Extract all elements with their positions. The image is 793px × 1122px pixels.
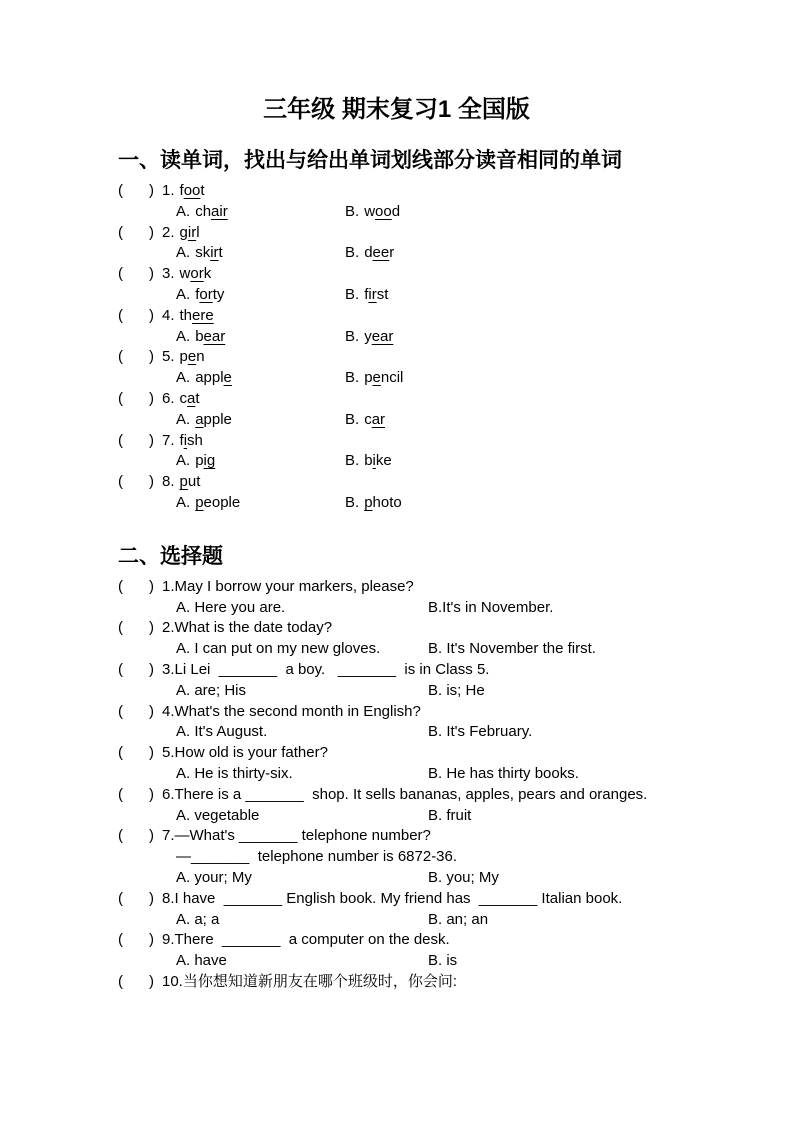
s1-question [118, 264, 757, 306]
option-b [345, 410, 385, 431]
question-number: 7. [162, 827, 175, 845]
word-post: hoto [372, 493, 402, 511]
option-b [345, 451, 392, 472]
question-line [118, 785, 757, 806]
option-a [176, 410, 345, 431]
option-a-word [195, 452, 215, 469]
question-text: Li Lei _______ a boy. _______ is in Class 5. [174, 660, 490, 678]
word-pre: w [179, 265, 191, 283]
word-post: st [376, 285, 389, 303]
word-underlined-part: e [372, 369, 381, 387]
question-number: 2. [162, 619, 175, 637]
paren-close: ) [149, 931, 154, 949]
stem-word [180, 348, 205, 365]
paren-close: ) [149, 972, 154, 990]
option-b-label: B. [345, 244, 360, 262]
question-number: 10. [162, 972, 183, 990]
question-line [118, 743, 757, 764]
paren-open: ( [118, 889, 123, 907]
option-b-label: B. [345, 327, 360, 345]
paren-open: ( [118, 972, 123, 990]
answer-parens [118, 931, 154, 948]
option-b [345, 493, 402, 514]
paren-open: ( [118, 306, 123, 324]
option-a-word [195, 328, 225, 345]
option-b-label: B. [345, 285, 360, 303]
option-a: A. have [176, 952, 227, 970]
option-b [345, 368, 403, 389]
paren-open: ( [118, 702, 123, 720]
options-line [118, 410, 757, 431]
option-a [176, 202, 345, 223]
option-b: B. is; He [428, 681, 485, 699]
options-line [118, 285, 757, 306]
option-b: B. an; an [428, 910, 489, 928]
paren-close: ) [149, 265, 154, 283]
question-text: May I borrow your markers, please? [174, 577, 414, 595]
question-number: 2. [162, 223, 175, 241]
option-a-label: A. [176, 244, 191, 262]
paren-close: ) [149, 306, 154, 324]
paren-close: ) [149, 702, 154, 720]
option-a-word [195, 369, 232, 386]
option-b-word [364, 286, 388, 303]
option-a-word [195, 411, 232, 428]
paren-open: ( [118, 348, 123, 366]
word-pre: p [195, 452, 204, 470]
answer-parens [118, 307, 154, 324]
options-line [118, 493, 757, 514]
options-line [118, 951, 757, 972]
paren-open: ( [118, 744, 123, 762]
option-a-label: A. [176, 369, 191, 387]
word-underlined-part: ear [203, 327, 226, 345]
answer-parens [118, 744, 154, 761]
option-a: A. are; His [176, 681, 247, 699]
section1-question-list [118, 181, 757, 514]
word-post: d [391, 202, 401, 220]
word-post: k [203, 265, 212, 283]
option-a-word [195, 286, 224, 303]
s1-question [118, 347, 757, 389]
s1-question [118, 389, 757, 431]
paren-close: ) [149, 473, 154, 491]
word-post: n [196, 348, 205, 366]
question-number: 8. [162, 473, 175, 491]
word-post: eople [203, 493, 241, 511]
question-line [118, 472, 757, 493]
option-b-word [364, 244, 394, 261]
paren-close: ) [149, 660, 154, 678]
options-line [118, 806, 757, 827]
question-line [118, 826, 757, 847]
paren-close: ) [149, 744, 154, 762]
option-a-label: A. [176, 327, 191, 345]
word-post: t [218, 244, 223, 262]
question-line [118, 577, 757, 598]
answer-parens [118, 578, 154, 595]
question-text: How old is your father? [174, 744, 328, 762]
word-underlined-part: p [195, 493, 204, 511]
word-underlined-part: ig [203, 452, 216, 470]
answer-parens [118, 348, 154, 365]
question-line [118, 431, 757, 452]
s2-question [118, 930, 757, 972]
paren-close: ) [149, 389, 154, 407]
word-pre: d [364, 244, 373, 262]
paren-close: ) [149, 348, 154, 366]
paren-open: ( [118, 223, 123, 241]
options-line [118, 202, 757, 223]
option-a: A. It's August. [176, 723, 268, 741]
paren-open: ( [118, 660, 123, 678]
option-a-label: A. [176, 410, 191, 428]
stem-word [180, 224, 200, 241]
paren-close: ) [149, 182, 154, 199]
word-post: ty [212, 285, 225, 303]
s2-question [118, 577, 757, 619]
word-pre: b [364, 452, 373, 470]
word-pre: f [364, 285, 369, 303]
page-title: 三年级 期末复习1 全国版 [263, 96, 530, 123]
answer-parens [118, 432, 154, 449]
stem-word [180, 390, 200, 407]
option-b-word [364, 369, 403, 386]
question-number: 4. [162, 306, 175, 324]
section1-heading: 一、读单词，找出与给出单词划线部分读音相同的单词 [118, 149, 622, 172]
option-b [345, 243, 394, 264]
word-post: l [196, 223, 200, 241]
s1-question [118, 431, 757, 473]
word-pre: f [179, 182, 184, 199]
paren-open: ( [118, 265, 123, 283]
word-pre: sk [195, 244, 211, 262]
word-pre: w [364, 202, 376, 220]
answer-parens [118, 890, 154, 907]
answer-parens [118, 224, 154, 241]
option-b-word [364, 411, 385, 428]
paren-close: ) [149, 619, 154, 637]
s2-question [118, 785, 757, 827]
question-line [118, 930, 757, 951]
paren-close: ) [149, 577, 154, 595]
s1-question [118, 306, 757, 348]
option-b-word [364, 328, 393, 345]
question-number: 7. [162, 431, 175, 449]
s1-question [118, 472, 757, 514]
word-underlined-part: ir [368, 285, 377, 303]
question-number: 1. [162, 182, 175, 199]
paren-open: ( [118, 577, 123, 595]
option-a-label: A. [176, 493, 191, 511]
question-text-line2 [118, 847, 757, 868]
option-a [176, 493, 345, 514]
option-a-word [195, 494, 240, 511]
paren-close: ) [149, 223, 154, 241]
options-line [118, 910, 757, 931]
word-underlined-part: i [372, 452, 376, 470]
option-a-label: A. [176, 452, 191, 470]
question-number: 6. [162, 389, 175, 407]
s2-question [118, 660, 757, 702]
option-b: B. is [428, 952, 458, 970]
question-text: What is the date today? [174, 619, 333, 637]
word-underlined-part: ere [192, 306, 214, 324]
option-a-word [195, 203, 228, 220]
question-line [118, 389, 757, 410]
question-text2: —_______ telephone number is 6872-36. [176, 848, 458, 866]
options-line [118, 764, 757, 785]
word-underlined-part: ir [210, 244, 219, 262]
answer-parens [118, 703, 154, 720]
word-pre: f [179, 431, 184, 449]
word-underlined-part: ir [187, 223, 197, 241]
option-b: B. you; My [428, 868, 499, 886]
paren-open: ( [118, 931, 123, 949]
answer-parens [118, 390, 154, 407]
question-text: —What's _______ telephone number? [174, 827, 431, 845]
option-a: A. I can put on my new gloves. [176, 640, 381, 658]
answer-parens [118, 619, 154, 636]
question-number: 1. [162, 577, 175, 595]
question-number: 5. [162, 348, 175, 366]
word-underlined-part: or [199, 285, 213, 303]
question-text: There _______ a computer on the desk. [174, 931, 450, 949]
section2-question-list [118, 577, 757, 993]
word-pre: y [364, 327, 372, 345]
word-pre: g [179, 223, 188, 241]
word-pre: appl [195, 369, 224, 387]
word-post: sh [187, 431, 203, 449]
question-line [118, 702, 757, 723]
options-line [118, 598, 757, 619]
s1-question [118, 181, 757, 223]
option-b [345, 285, 388, 306]
option-a [176, 451, 345, 472]
option-b-word [364, 494, 402, 511]
word-underlined-part: p [179, 473, 188, 491]
s2-question [118, 826, 757, 888]
paren-open: ( [118, 389, 123, 407]
question-line [118, 306, 757, 327]
option-b-label: B. [345, 410, 360, 428]
paren-close: ) [149, 431, 154, 449]
word-underlined-part: oo [183, 182, 201, 199]
stem-word [180, 473, 201, 490]
word-pre: ch [195, 202, 212, 220]
word-post: ut [187, 473, 201, 491]
option-a-word [195, 244, 223, 261]
option-b: B.It's in November. [428, 598, 554, 616]
options-line [118, 681, 757, 702]
stem-word [180, 432, 203, 449]
word-underlined-part: or [190, 265, 204, 283]
answer-parens [118, 182, 154, 199]
answer-parens [118, 973, 154, 990]
option-a: A. vegetable [176, 806, 260, 824]
option-b-label: B. [345, 202, 360, 220]
question-number: 9. [162, 931, 175, 949]
paren-close: ) [149, 827, 154, 845]
option-a [176, 368, 345, 389]
option-b-label: B. [345, 493, 360, 511]
word-post: t [195, 389, 200, 407]
option-b: B. He has thirty books. [428, 764, 579, 782]
word-pre: p [364, 369, 373, 387]
word-post: ncil [380, 369, 404, 387]
answer-parens [118, 827, 154, 844]
options-line [118, 368, 757, 389]
s2-question [118, 618, 757, 660]
s2-question [118, 972, 757, 993]
s2-question [118, 889, 757, 931]
answer-parens [118, 786, 154, 803]
option-a [176, 243, 345, 264]
word-pre: th [179, 306, 193, 324]
word-underlined-part: ear [371, 327, 394, 345]
paren-open: ( [118, 431, 123, 449]
question-text: 当你想知道新朋友在哪个班级时，你会问: [182, 972, 458, 990]
option-b: B. It's February. [428, 723, 533, 741]
word-post: t [200, 182, 205, 199]
option-a: A. Here you are. [176, 598, 286, 616]
word-underlined-part: i [183, 431, 188, 449]
answer-parens [118, 473, 154, 490]
word-post: r [389, 244, 395, 262]
paren-open: ( [118, 182, 123, 199]
options-line [118, 243, 757, 264]
word-underlined-part: ee [372, 244, 390, 262]
paren-open: ( [118, 473, 123, 491]
word-pre: f [195, 285, 200, 303]
stem-word [180, 265, 212, 282]
stem-word [180, 307, 214, 324]
s2-question [118, 702, 757, 744]
option-b-label: B. [345, 452, 360, 470]
question-number: 4. [162, 702, 175, 720]
question-line [118, 972, 757, 993]
option-a-label: A. [176, 285, 191, 303]
options-line [118, 722, 757, 743]
question-line [118, 181, 757, 202]
option-b [345, 202, 400, 223]
stem-word [180, 182, 205, 199]
question-number: 8. [162, 889, 175, 907]
options-line [118, 868, 757, 889]
option-a: A. a; a [176, 910, 220, 928]
answer-parens [118, 661, 154, 678]
paren-open: ( [118, 619, 123, 637]
word-underlined-part: a [187, 389, 196, 407]
question-line [118, 347, 757, 368]
word-post: pple [203, 410, 232, 428]
option-b-word [364, 203, 400, 220]
word-pre: c [364, 410, 372, 428]
question-text: I have _______ English book. My friend has _______ Italian book. [174, 889, 623, 907]
question-line [118, 889, 757, 910]
word-underlined-part: a [195, 410, 204, 428]
question-number: 5. [162, 744, 175, 762]
word-pre: b [195, 327, 204, 345]
word-underlined-part: ar [371, 410, 386, 428]
word-underlined-part: air [211, 202, 228, 220]
option-a: A. your; My [176, 868, 252, 886]
word-underlined-part: e [187, 348, 197, 366]
paren-close: ) [149, 889, 154, 907]
word-pre: c [179, 389, 188, 407]
question-number: 3. [162, 265, 175, 283]
paren-open: ( [118, 785, 123, 803]
worksheet-content [0, 148, 793, 993]
s2-question [118, 743, 757, 785]
question-line [118, 618, 757, 639]
option-a-label: A. [176, 202, 191, 220]
question-text: There is a _______ shop. It sells bananas, apples, pears and oranges. [174, 785, 648, 803]
option-b [345, 327, 393, 348]
options-line [118, 639, 757, 660]
answer-parens [118, 265, 154, 282]
word-underlined-part: e [223, 369, 232, 387]
word-pre: p [179, 348, 188, 366]
question-line [118, 660, 757, 681]
s1-question [118, 223, 757, 265]
question-number: 3. [162, 660, 175, 678]
paren-open: ( [118, 827, 123, 845]
section2-heading: 二、选择题 [118, 544, 223, 568]
option-a: A. He is thirty-six. [176, 764, 293, 782]
option-b-label: B. [345, 369, 360, 387]
option-a [176, 285, 345, 306]
options-line [118, 451, 757, 472]
option-a [176, 327, 345, 348]
option-b: B. It's November the first. [428, 640, 596, 658]
word-underlined-part: oo [375, 202, 392, 220]
option-b-word [364, 452, 392, 469]
question-line [118, 264, 757, 285]
question-number: 6. [162, 785, 175, 803]
word-underlined-part: p [364, 493, 373, 511]
paren-close: ) [149, 785, 154, 803]
question-text: What's the second month in English? [174, 702, 421, 720]
options-line [118, 327, 757, 348]
option-b: B. fruit [428, 806, 472, 824]
word-post: ke [375, 452, 392, 470]
question-line [118, 223, 757, 244]
